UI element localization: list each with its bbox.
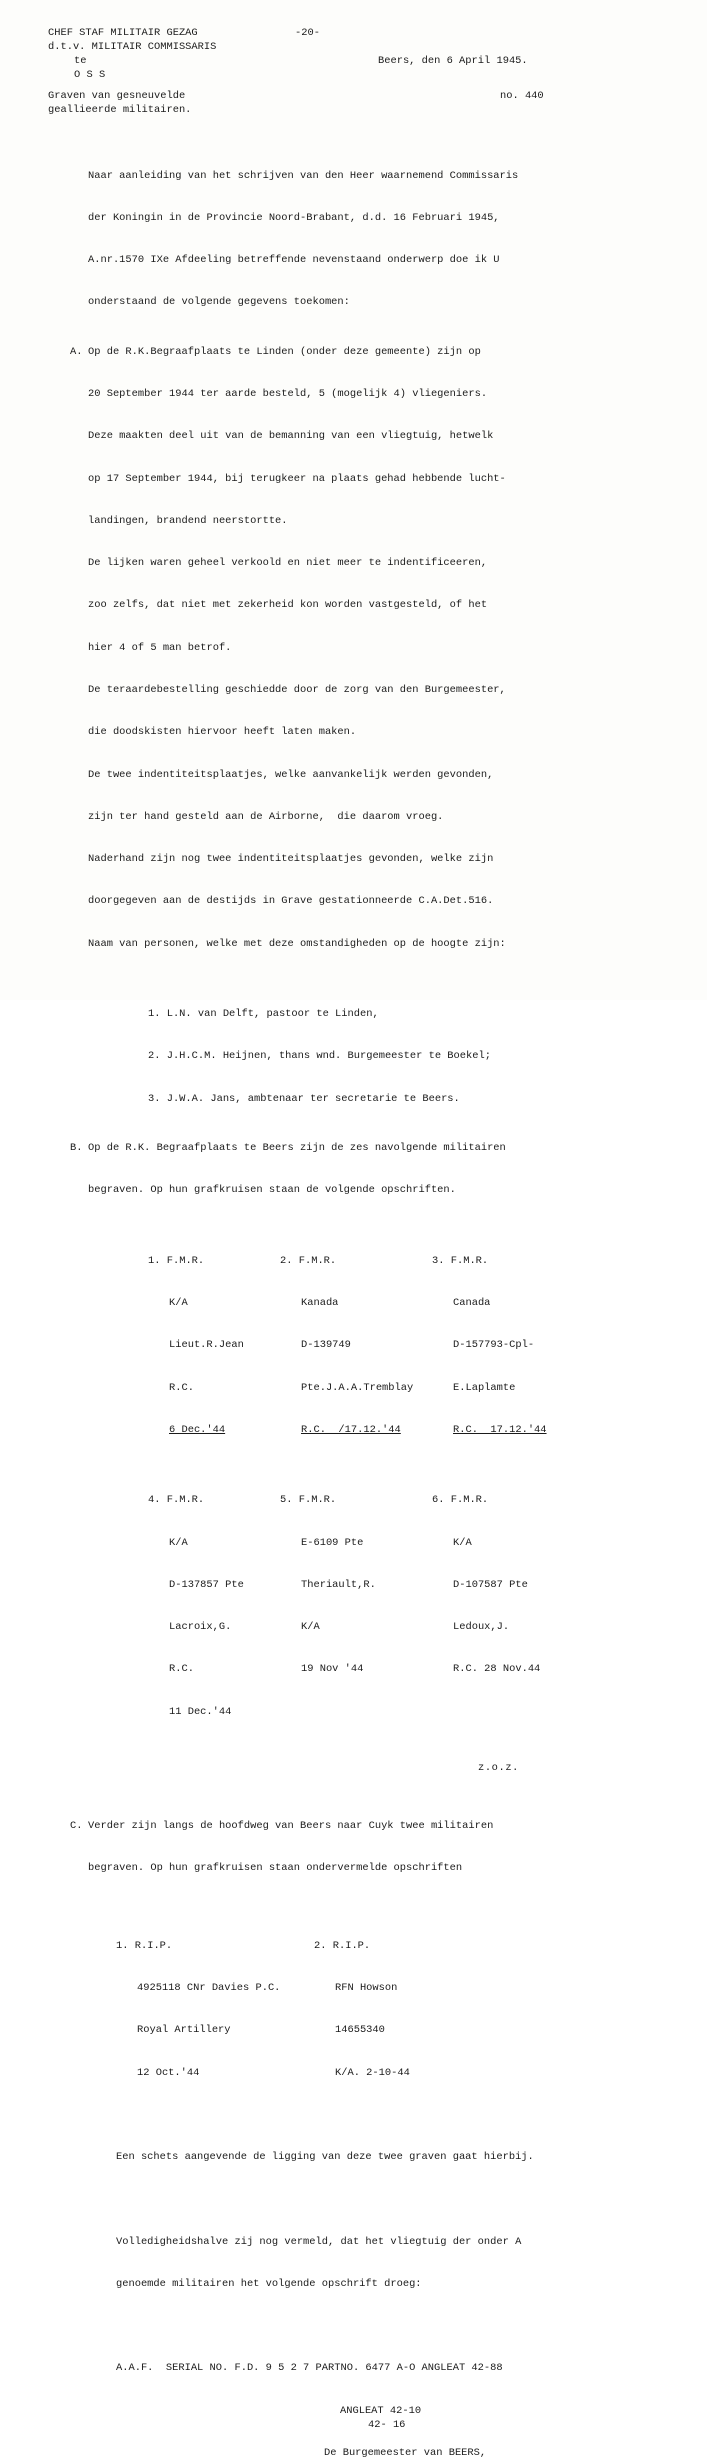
witness-item: 3. J.W.A. Jans, ambtenaar ter secretarie te Beers. — [148, 1092, 460, 1105]
grave-line-date: R.C. 17.12.'44 — [453, 1423, 547, 1436]
letterhead-line-4: O S S — [74, 69, 106, 82]
grave-unit: F.M.R. — [166, 1494, 205, 1507]
grave-table-row-3 — [48, 1911, 668, 2108]
section-a-line: zijn ter hand gesteld aan de Airborne, die daarom vroeg. — [88, 810, 444, 823]
section-c — [48, 1819, 668, 2460]
grave-line: RFN Howson — [335, 1982, 398, 1995]
grave-unit: F.M.R. — [450, 1254, 489, 1267]
signature-line: De Burgemeester van BEERS, — [324, 2446, 487, 2459]
section-b-line: Op de R.K. Begraafplaats te Beers zijn de zes navolgende militairen — [88, 1141, 506, 1154]
grave-line: E.Laplamte — [453, 1381, 516, 1394]
intro-paragraph — [48, 140, 668, 337]
place-and-date: Beers, den 6 April 1945. — [378, 55, 528, 67]
grave-line: D-137857 Pte — [169, 1578, 244, 1591]
letterhead-line-2: d.t.v. MILITAIR COMMISSARIS — [48, 41, 217, 54]
section-a-line: De lijken waren geheel verkoold en niet meer te indentificeeren, — [88, 557, 488, 570]
turn-page-note: z.o.z. — [478, 1761, 520, 1774]
intro-line: onderstaand de volgende gegevens toekomen: — [88, 296, 350, 309]
section-a-line: Naam van personen, welke met deze omstandigheden op de hoogte zijn: — [88, 937, 506, 950]
grave-line-date: R.C. 28 Nov.44 — [453, 1663, 541, 1676]
grave-unit: F.M.R. — [450, 1494, 489, 1507]
grave-number: 2. — [280, 1254, 293, 1267]
reference-number: no. 440 — [500, 90, 544, 103]
aircraft-inscription-line-2: ANGLEAT 42-10 — [340, 2404, 422, 2417]
grave-line-date: K/A. 2-10-44 — [335, 2066, 410, 2079]
section-a-line: doorgegeven aan de destijds in Grave gestationneerde C.A.Det.516. — [88, 895, 494, 908]
intro-line: A.nr.1570 IXe Afdeeling betreffende nevenstaand onderwerp doe ik U — [88, 254, 500, 267]
letterhead-line-1: CHEF STAF MILITAIR GEZAG — [48, 27, 198, 39]
intro-line: Naar aanleiding van het schrijven van den Heer waarnemend Commissaris — [88, 169, 519, 182]
grave-line: Canada — [453, 1296, 491, 1309]
grave-line: Royal Artillery — [137, 2024, 231, 2037]
section-a-line: Naderhand zijn nog twee indentiteitsplaatjes gevonden, welke zijn — [88, 853, 494, 866]
witness-item: 2. J.H.C.M. Heijnen, thans wnd. Burgemeester te Boekel; — [148, 1050, 491, 1063]
grave-entry — [280, 1226, 432, 1466]
grave-line-date: R.C. /17.12.'44 — [301, 1423, 401, 1436]
section-a-line: op 17 September 1944, bij terugkeer na plaats gehad hebbende lucht- — [88, 472, 506, 485]
section-b-line: begraven. Op hun grafkruisen staan de volgende opschriften. — [88, 1184, 456, 1197]
grave-number: 5. — [280, 1494, 293, 1507]
section-a-line: De teraardebestelling geschiedde door de zorg van den Burgemeester, — [88, 683, 506, 696]
section-a-label: A. — [70, 345, 83, 358]
grave-line: E-6109 Pte — [301, 1536, 364, 1549]
grave-entry — [148, 1465, 280, 1747]
subject-block — [48, 89, 668, 119]
grave-entry — [432, 1465, 582, 1747]
intro-line: der Koningin in de Provincie Noord-Brabant, d.d. 16 Februari 1945, — [88, 211, 500, 224]
grave-line: D-139749 — [301, 1339, 351, 1352]
grave-line: K/A — [453, 1536, 472, 1549]
grave-line-date: 12 Oct.'44 — [137, 2066, 200, 2079]
section-b — [48, 1141, 668, 1775]
section-b-label: B. — [70, 1141, 83, 1154]
section-a-line: zoo zelfs, dat niet met zekerheid kon worden vastgesteld, of het — [88, 599, 488, 612]
grave-table-row-1 — [48, 1226, 668, 1466]
grave-table-row-2 — [48, 1465, 668, 1747]
grave-entry — [280, 1465, 432, 1747]
grave-number: 4. — [148, 1494, 161, 1507]
aircraft-inscription-line-3: 42- 16 — [368, 2418, 406, 2431]
grave-unit: F.M.R. — [166, 1254, 205, 1267]
completeness-note-line: Volledigheidshalve zij nog vermeld, dat het vliegtuig der onder A — [116, 2235, 522, 2248]
section-a-line: De twee indentiteitsplaatjes, welke aanvankelijk werden gevonden, — [88, 768, 494, 781]
grave-entry — [314, 1911, 410, 2108]
grave-number: 6. — [432, 1494, 445, 1507]
section-a-line: 20 September 1944 ter aarde besteld, 5 (mogelijk 4) vliegeniers. — [88, 387, 488, 400]
completeness-note-line: genoemde militairen het volgende opschrift droeg: — [116, 2277, 422, 2290]
page-number: -20- — [295, 27, 320, 39]
grave-number: 2. — [314, 1939, 327, 1952]
section-c-label: C. — [70, 1820, 83, 1833]
grave-entry — [432, 1226, 582, 1466]
grave-number: 1. — [116, 1939, 129, 1952]
grave-unit: F.M.R. — [298, 1494, 337, 1507]
section-a-line: hier 4 of 5 man betrof. — [88, 641, 232, 654]
section-a-line: Op de R.K.Begraafplaats te Linden (onder deze gemeente) zijn op — [88, 345, 481, 358]
subject-line-1: Graven van gesneuvelde — [48, 90, 186, 103]
witness-item: 1. L.N. van Delft, pastoor te Linden, — [148, 1008, 379, 1021]
grave-line: 14655340 — [335, 2024, 385, 2037]
section-c-line: Verder zijn langs de hoofdweg van Beers naar Cuyk twee militairen — [88, 1820, 494, 1833]
grave-entry — [116, 1911, 314, 2108]
grave-entry — [148, 1226, 280, 1466]
grave-line: K/A — [169, 1536, 188, 1549]
grave-line: R.I.P. — [332, 1939, 371, 1952]
grave-line: D-157793-Cpl- — [453, 1339, 535, 1352]
section-a-line: Deze maakten deel uit van de bemanning van een vliegtuig, hetwelk — [88, 430, 494, 443]
grave-line-date: 11 Dec.'44 — [169, 1705, 232, 1718]
document-body — [48, 26, 668, 2460]
section-c-line: begraven. Op hun grafkruisen staan ondervermelde opschriften — [88, 1862, 463, 1875]
grave-line: Lieut.R.Jean — [169, 1339, 244, 1352]
grave-number: 1. — [148, 1254, 161, 1267]
grave-line: Ledoux,J. — [453, 1621, 510, 1634]
subject-line-2: geallieerde militairen. — [48, 104, 192, 117]
section-a — [48, 345, 668, 1134]
grave-line: Theriault,R. — [301, 1578, 376, 1591]
section-a-line: landingen, brandend neerstortte. — [88, 514, 288, 527]
grave-line: R.C. — [169, 1663, 194, 1676]
grave-line: R.I.P. — [134, 1939, 173, 1952]
section-a-line: die doodskisten hiervoor heeft laten maken. — [88, 726, 357, 739]
grave-line: D-107587 Pte — [453, 1578, 528, 1591]
grave-line: Kanada — [301, 1296, 339, 1309]
grave-unit: F.M.R. — [298, 1254, 337, 1267]
grave-number: 3. — [432, 1254, 445, 1267]
grave-line-date: 6 Dec.'44 — [169, 1423, 226, 1436]
grave-line: 4925118 CNr Davies P.C. — [137, 1982, 281, 1995]
grave-line: Pte.J.A.A.Tremblay — [301, 1381, 414, 1394]
grave-line: R.C. — [169, 1381, 194, 1394]
letterhead-line-3: te — [74, 55, 87, 68]
sketch-note: Een schets aangevende de ligging van deze twee graven gaat hierbij. — [116, 2151, 534, 2164]
grave-line-date: 19 Nov '44 — [301, 1663, 364, 1676]
grave-line: K/A — [301, 1621, 320, 1634]
aircraft-inscription-line-1: A.A.F. SERIAL NO. F.D. 9 5 2 7 PARTNO. 6477 A-O ANGLEAT 42-88 — [116, 2362, 503, 2375]
letterhead — [48, 26, 668, 82]
grave-line: K/A — [169, 1296, 188, 1309]
grave-line: Lacroix,G. — [169, 1621, 232, 1634]
